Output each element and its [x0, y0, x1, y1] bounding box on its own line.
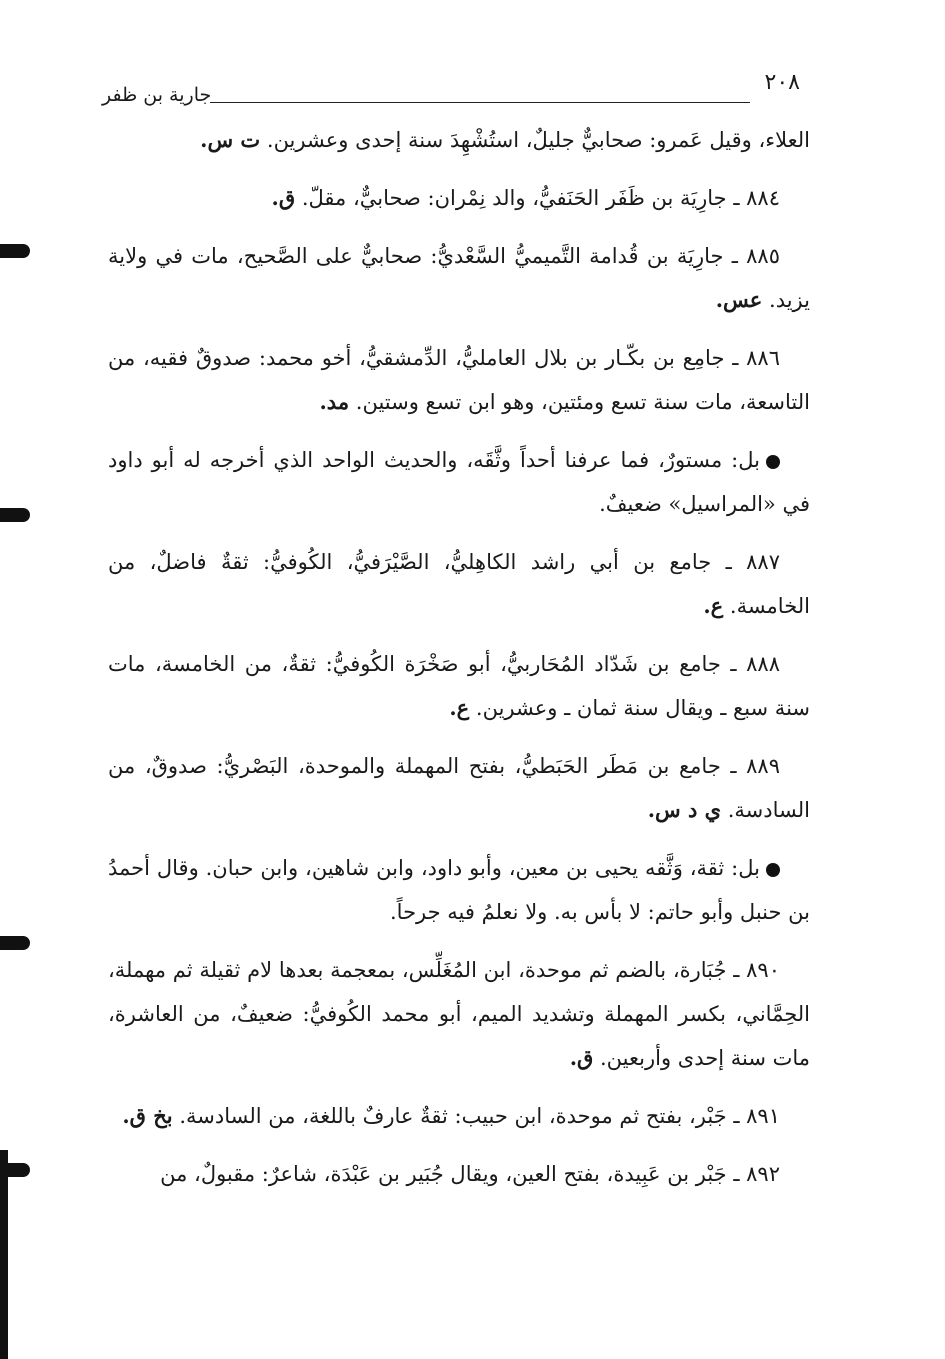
- source-code: بخ ق.: [122, 1103, 173, 1128]
- entry-890: ٨٩٠ ـ جُبَارة، بالضم ثم موحدة، ابن المُغَلِّس، بمعجمة بعدها لام ثقيلة ثم مهملة، الحِمَّاني، بكسر المهملة وتشديد الميم، أبو محمد الكُوفيُّ: ضعيفٌ، من العاشرة، مات سنة إحدى وأربعين. ق.: [108, 958, 810, 1070]
- source-code: مد.: [319, 389, 350, 414]
- bullet-icon: [766, 863, 780, 877]
- entry-885: ٨٨٥ ـ جارِيَة بن قُدامة التَّميميُّ السَّعْديُّ: صحابيٌّ على الصَّحيح، مات في ولاية يزيد. عس.: [108, 244, 810, 312]
- scan-ink-mark: [0, 244, 30, 258]
- entry-886: ٨٨٦ ـ جامِع بن بكّـار بن بلال العامليُّ، الدِّمشقيُّ، أخو محمد: صدوقٌ فقيه، من التاسعة، مات سنة تسع ومئتين، وهو ابن تسع وستين. مد.: [108, 346, 810, 414]
- page-number: ٢٠٨: [764, 70, 800, 95]
- editor-note: بل: ثقة، وَثَّقه يحيى بن معين، وأبو داود، وابن شاهين، وابن حبان. وقال أحمدُ بن حنبل وأبو حاتم: لا بأس به. ولا نعلمُ فيه جرحاً.: [108, 856, 810, 924]
- entry-889: ٨٨٩ ـ جامع بن مَطَر الحَبَطيُّ، بفتح المهملة والموحدة، البَصْريُّ: صدوقٌ، من السادسة. ي د س.: [108, 754, 810, 822]
- entry-continuation: العلاء، وقيل عَمرو: صحابيٌّ جليلٌ، استُشْهِدَ سنة إحدى وعشرين. ت س.: [200, 127, 810, 152]
- source-code: ق.: [569, 1045, 594, 1070]
- source-code: ع.: [449, 695, 470, 720]
- source-code: ق.: [271, 185, 296, 210]
- source-code: ت س.: [200, 127, 261, 152]
- scan-ink-mark: [0, 936, 30, 950]
- entry-887: ٨٨٧ ـ جامع بن أبي راشد الكاهِليُّ، الصَّيْرَفيُّ، الكُوفيُّ: ثقةٌ فاضلٌ، من الخامسة. ع.: [108, 550, 810, 618]
- entry-892: ٨٩٢ ـ جَبْر بن عَبِيدة، بفتح العين، ويقال جُبَير بن عَبْدَة، شاعرٌ: مقبولٌ، من: [160, 1162, 780, 1186]
- source-code: ي د س.: [647, 797, 722, 822]
- header-rule: [210, 102, 750, 103]
- page-body: [108, 118, 810, 1210]
- editor-note: بل: مستورٌ، فما عرفنا أحداً وثَّقَه، والحديث الواحد الذي أخرجه له أبو داود في «المراسيل» ضعيفٌ.: [108, 448, 810, 516]
- source-code: ع.: [703, 593, 724, 618]
- scan-edge-shadow: [0, 1150, 8, 1359]
- page-header: [102, 70, 802, 110]
- bullet-icon: [766, 455, 780, 469]
- running-title: جارية بن ظفر: [102, 84, 212, 106]
- source-code: عس.: [715, 287, 763, 312]
- scan-ink-mark: [0, 508, 30, 522]
- entry-888: ٨٨٨ ـ جامع بن شَدّاد المُحَاربيُّ، أبو صَخْرَة الكُوفيُّ: ثقةٌ، من الخامسة، مات سنة سبع ـ ويقال سنة ثمان ـ وعشرين. ع.: [108, 652, 810, 720]
- entry-891: ٨٩١ ـ جَبْر، بفتح ثم موحدة، ابن حبيب: ثقةٌ عارفٌ باللغة، من السادسة. بخ ق.: [122, 1103, 780, 1128]
- entry-884: ٨٨٤ ـ جارِيَة بن ظَفَر الحَنَفيُّ، والد نِمْران: صحابيٌّ، مقلّ. ق.: [271, 185, 780, 210]
